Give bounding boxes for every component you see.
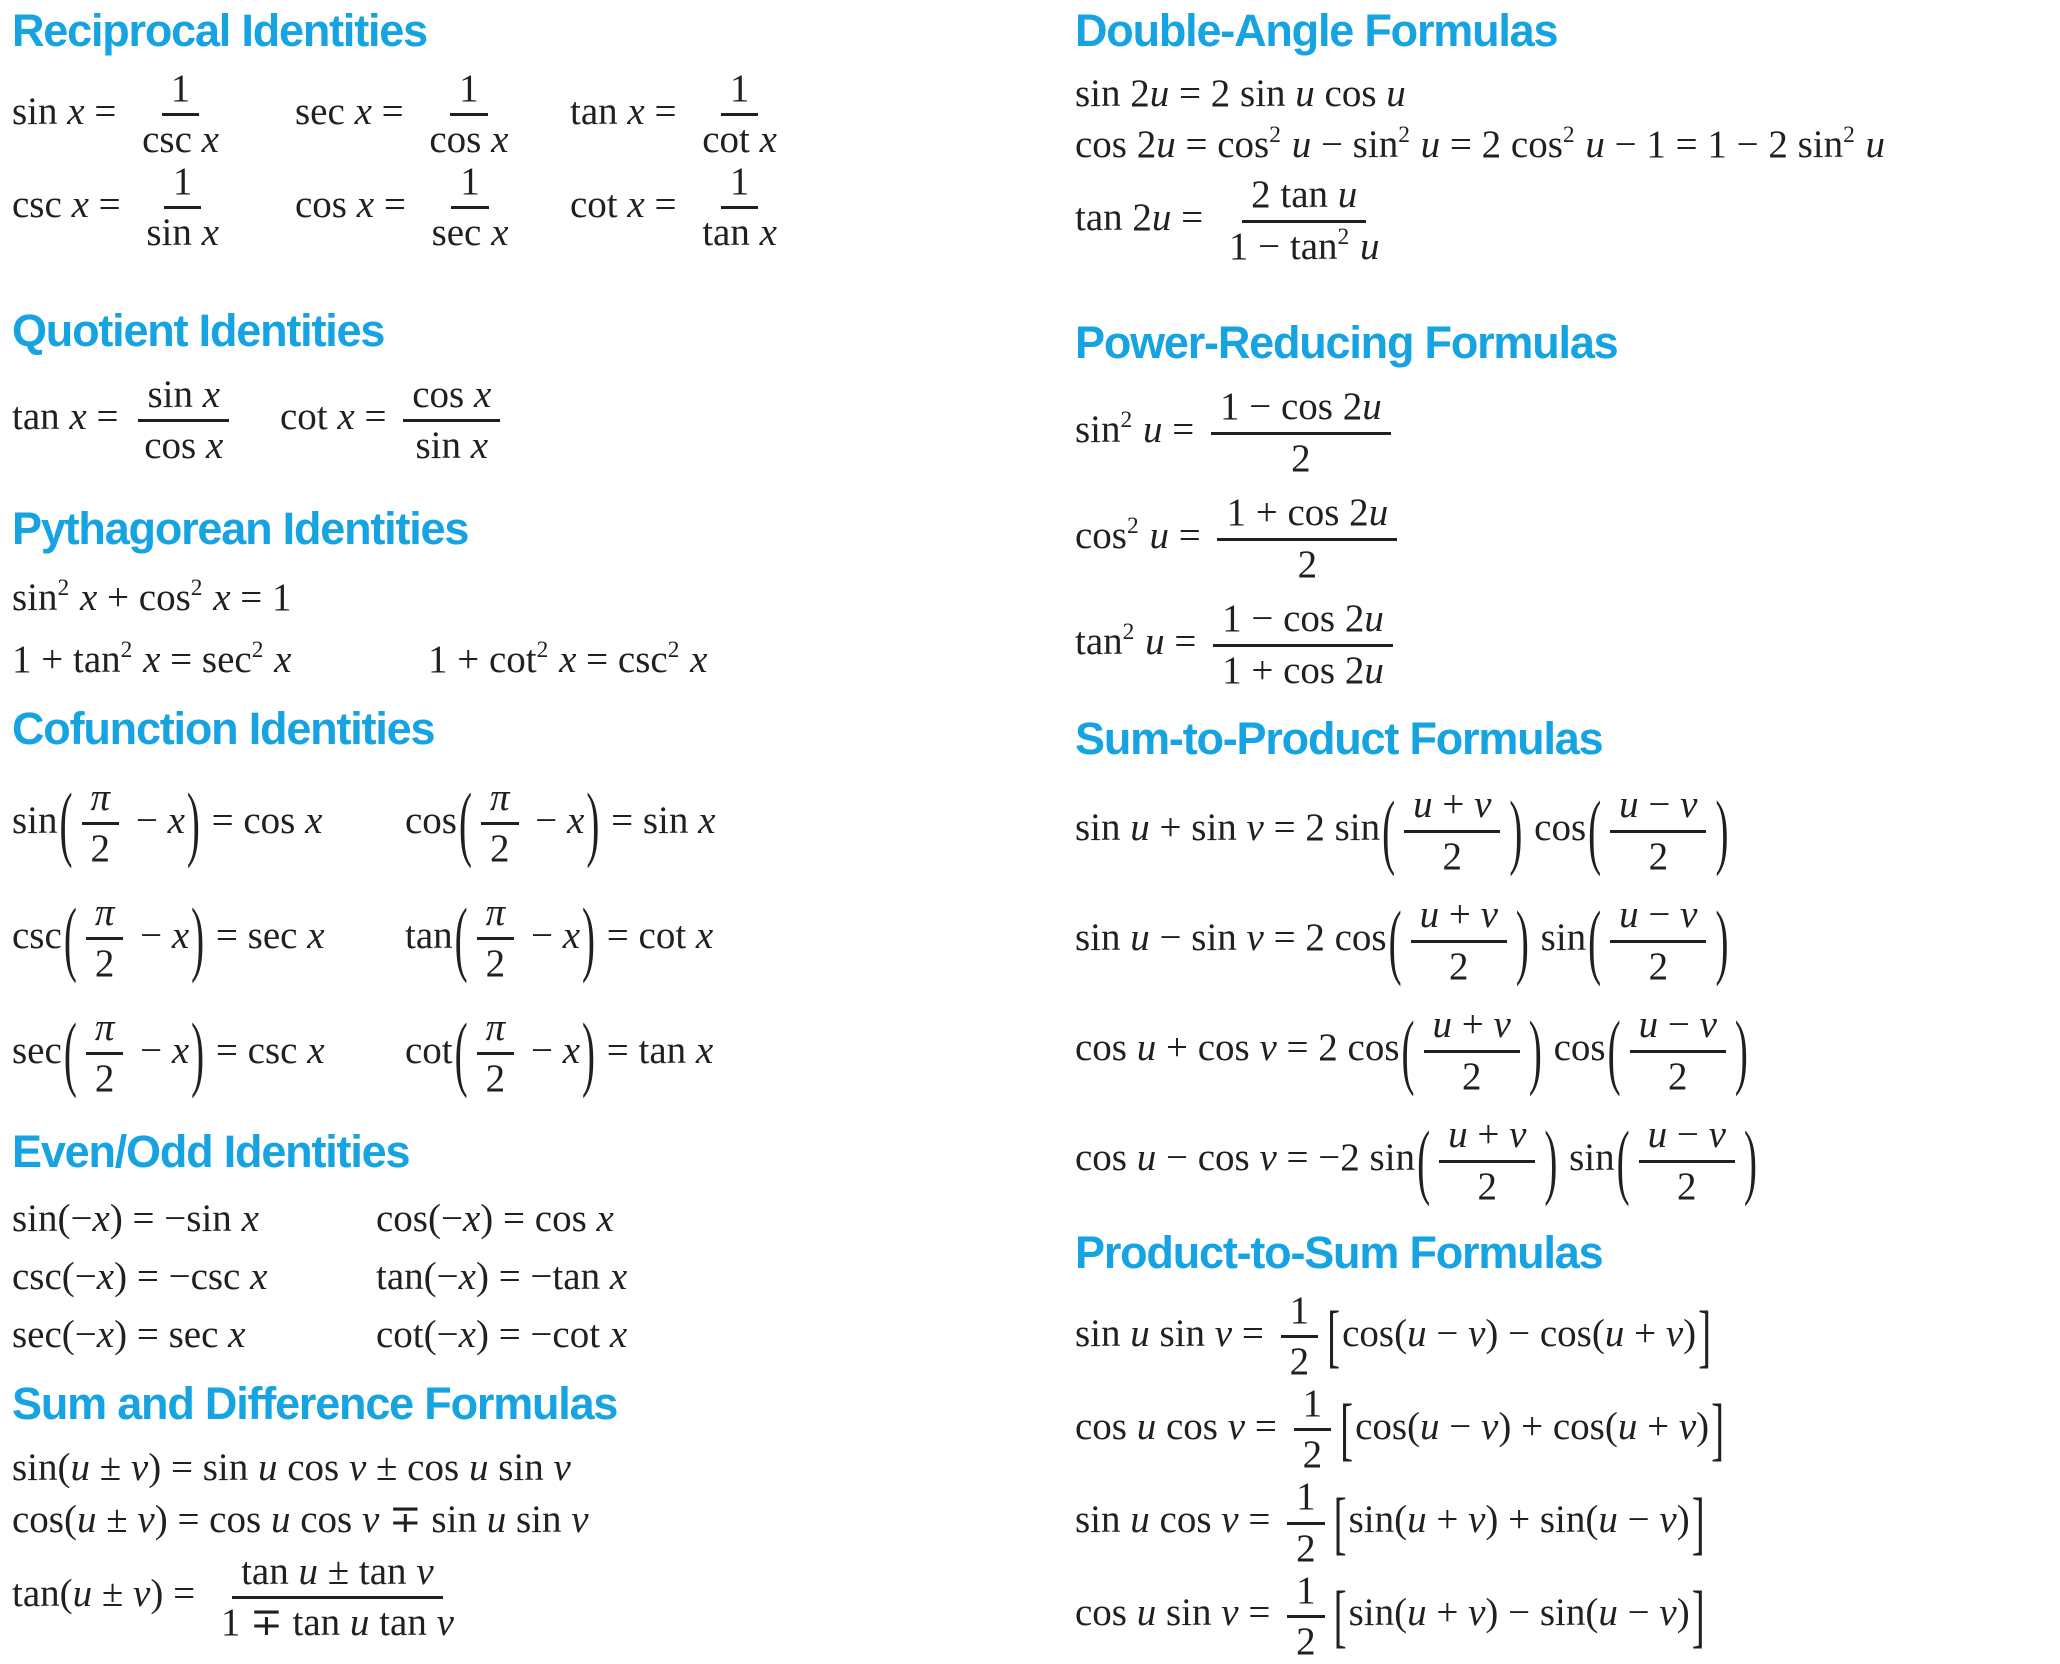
formula: cos(u ± v) = cos u cos v ∓ sin u sin v	[12, 1497, 589, 1541]
right-column	[1075, 4, 2057, 1663]
section-product-to-sum-formulas	[1075, 1226, 2057, 1663]
formula: sin u sin v = $\frac{1}{2}$ [cos(u − v) − cos(u + v)]	[1075, 1289, 1712, 1384]
superscript: 2	[1398, 122, 1410, 148]
formula: tan(−x) = −tan x	[376, 1254, 628, 1298]
formula-row	[1075, 996, 2057, 1106]
fraction: $\frac{\text{tan u ± tan v}}{\text{1 ∓ tan u tan v}}$	[220, 1549, 454, 1644]
fraction: $\frac{\pi}{2}$	[82, 777, 120, 870]
formula-row	[12, 1493, 1064, 1545]
formula-row	[1075, 68, 2057, 118]
fraction: $\frac{1}{\text{cot x}}$	[702, 67, 777, 162]
fraction: $\frac{u - v}{2}$	[1610, 784, 1706, 877]
formula-row	[12, 881, 1064, 996]
formula: sec(−x) = sec x	[12, 1312, 246, 1356]
fraction: $\frac{1}{\text{sin x}}$	[146, 160, 219, 255]
formula: $1 + \tan^2 x = \sec^2 x$	[12, 637, 292, 681]
formula-row	[1075, 486, 2057, 592]
big-paren: (	[1417, 1114, 1431, 1208]
formula-row	[12, 1441, 1064, 1493]
section-sum-and-difference-formulas	[12, 1377, 1064, 1649]
formula: tan(u ± v) = $\frac{\text{tan u ± tan v}}{\text{1 ∓ tan u tan v}}$	[12, 1551, 1064, 1644]
formula: tan( $\frac{\pi}{2}$ − x) = cot x	[405, 891, 714, 986]
formula: tan x = $\frac{1}{\text{cot x}}$	[570, 68, 1064, 161]
big-paren: (	[1616, 1114, 1630, 1208]
big-paren: )	[1734, 1004, 1748, 1098]
formula-row	[12, 68, 1064, 161]
section-reciprocal-identities	[12, 4, 1064, 254]
fraction: $\frac{1}{2}$	[1287, 1476, 1325, 1569]
superscript: 2	[536, 637, 549, 664]
fraction: $\frac{u + v}{2}$	[1424, 1004, 1520, 1097]
formula-row	[12, 1247, 1064, 1305]
big-paren: )	[582, 1007, 596, 1101]
formula-row	[1075, 1570, 2057, 1663]
fraction: $\frac{u - v}{2}$	[1610, 894, 1706, 987]
formula: cos x = $\frac{1}{\text{sec x}}$	[295, 161, 570, 254]
big-paren: (	[1588, 894, 1602, 988]
formula: $\sin^2 u$ = $\frac{1 - \cos 2u}{2}$	[1075, 386, 2057, 479]
superscript: 2	[57, 575, 70, 602]
section-cofunction-identities	[12, 702, 1064, 1111]
formula-row	[12, 566, 1064, 628]
formula: csc(−x) = −csc x	[12, 1254, 268, 1298]
superscript: 2	[1127, 513, 1139, 540]
big-paren: )	[1509, 784, 1523, 878]
big-bracket: [	[1340, 1391, 1354, 1469]
formula: sec( $\frac{\pi}{2}$ − x) = csc x	[12, 1006, 325, 1101]
formula-row	[12, 1305, 1064, 1363]
fraction: $\frac{\pi}{2}$	[477, 892, 515, 985]
section-heading: Sum and Difference Formulas	[12, 1378, 618, 1430]
formula: sec x = $\frac{1}{\text{cos x}}$	[295, 68, 570, 161]
formula: sin u + sin v = 2 sin( $\frac{u + v}{2}$ ) cos( $\frac{u - v}{2}$ )	[1075, 783, 1729, 878]
section-heading: Power-Reducing Formulas	[1075, 317, 1618, 368]
superscript: 2	[667, 637, 680, 664]
formula: $\cos^2 u$ = $\frac{1 + \cos 2u}{2}$	[1075, 492, 2057, 585]
formula: csc( $\frac{\pi}{2}$ − x) = sec x	[12, 891, 325, 986]
big-paren: )	[1743, 1114, 1757, 1208]
section-heading: Sum-to-Product Formulas	[1075, 713, 1603, 764]
big-paren: (	[63, 892, 77, 986]
superscript: 2	[251, 637, 264, 664]
big-paren: )	[1715, 784, 1729, 878]
formula: sin(−x) = −sin x	[12, 1196, 259, 1240]
fraction: $\frac{1}{\text{csc x}}$	[142, 67, 219, 162]
big-bracket: [	[1327, 1297, 1341, 1376]
big-paren: (	[454, 892, 468, 986]
formula: cos u sin v = $\frac{1}{2}$ [sin(u + v) − sin(u − v)]	[1075, 1568, 1705, 1663]
superscript: 2	[1269, 122, 1281, 148]
fraction: $\frac{\pi}{2}$	[86, 1007, 124, 1100]
fraction: $\frac{u - v}{2}$	[1639, 1114, 1735, 1207]
formula-row	[12, 628, 1064, 690]
formula-row	[1075, 886, 2057, 996]
section-quotient-identities	[12, 304, 1064, 472]
fraction: $\frac{u - v}{2}$	[1630, 1004, 1726, 1097]
formula-row	[1075, 1476, 2057, 1569]
fraction: $\frac{1}{2}$	[1281, 1290, 1319, 1383]
formula: tan x = $\frac{\text{sin x}}{\text{cos x}}$	[12, 374, 280, 467]
superscript: 2	[1843, 122, 1855, 148]
fraction: $\frac{1}{2}$	[1294, 1383, 1332, 1476]
formula-row	[12, 1545, 1064, 1649]
formula-row	[1075, 592, 2057, 698]
formula: tan 2u = $\frac{\text{2 tan u}}{1 - \tan^2 u}$	[1075, 174, 2057, 267]
formula: sin x = $\frac{1}{\text{csc x}}$	[12, 68, 295, 161]
formula-row	[12, 368, 1064, 472]
big-bracket: ]	[1691, 1484, 1705, 1562]
big-bracket: [	[1333, 1484, 1347, 1562]
section-sum-to-product-formulas	[1075, 712, 2057, 1216]
formula: sin 2u = 2 sin u cos u	[1075, 71, 1406, 115]
fraction: $\frac{1}{\text{tan x}}$	[702, 160, 777, 255]
formula: cos u − cos v = −2 sin( $\frac{u + v}{2}$ ) sin( $\frac{u - v}{2}$ )	[1075, 1113, 1757, 1208]
big-bracket: ]	[1691, 1577, 1705, 1655]
big-paren: )	[191, 1007, 205, 1101]
formula-row	[12, 996, 1064, 1111]
fraction: $\frac{\text{2 tan u}}{1 - \tan^2 u}$	[1228, 173, 1380, 268]
formula: cot(−x) = −cot x	[376, 1312, 628, 1356]
fraction: $\frac{\pi}{2}$	[86, 892, 124, 985]
big-paren: )	[1715, 894, 1729, 988]
big-bracket: [	[1333, 1577, 1347, 1655]
fraction: $\frac{1}{2}$	[1287, 1570, 1325, 1663]
fraction: $\frac{1}{\text{cos x}}$	[429, 67, 509, 162]
big-paren: (	[63, 1007, 77, 1101]
formula: $1 + \cot^2 x = \csc^2 x$	[428, 637, 708, 681]
big-paren: )	[191, 892, 205, 986]
formula: sin( $\frac{\pi}{2}$ − x) = cos x	[12, 776, 323, 871]
formula: $\tan^2 u$ = $\frac{1 - \cos 2u}{1 + \cos 2u}$	[1075, 598, 2057, 691]
section-heading: Cofunction Identities	[12, 703, 435, 755]
formula-row	[12, 1189, 1064, 1247]
section-heading: Quotient Identities	[12, 305, 385, 357]
superscript: 2	[120, 637, 133, 664]
superscript: 2	[1562, 122, 1575, 148]
fraction: $\frac{\pi}{2}$	[481, 777, 519, 870]
big-paren: (	[59, 777, 73, 871]
section-heading: Pythagorean Identities	[12, 503, 469, 555]
section-even-odd-identities	[12, 1125, 1064, 1363]
formula-row	[1075, 1106, 2057, 1216]
formula: cos( $\frac{\pi}{2}$ − x) = sin x	[405, 776, 716, 871]
formula: cos u cos v = $\frac{1}{2}$ [cos(u − v) + cos(u + v)]	[1075, 1382, 1725, 1477]
fraction: $\frac{\text{cos x}}{\text{sin x}}$	[403, 374, 500, 467]
big-paren: )	[582, 892, 596, 986]
big-paren: )	[186, 777, 200, 871]
formula-row	[12, 161, 1064, 254]
big-paren: )	[586, 777, 600, 871]
formula: cot x = $\frac{1}{\text{tan x}}$	[570, 161, 1064, 254]
fraction: $\frac{u + v}{2}$	[1404, 784, 1500, 877]
section-pythagorean-identities	[12, 502, 1064, 690]
section-heading: Double-Angle Formulas	[1075, 5, 1558, 56]
big-paren: (	[1388, 894, 1402, 988]
formula-row	[1075, 776, 2057, 886]
big-paren: (	[1607, 1004, 1621, 1098]
big-paren: (	[1588, 784, 1602, 878]
section-heading: Product-to-Sum Formulas	[1075, 1227, 1603, 1278]
big-paren: (	[459, 777, 472, 871]
formula: sin u − sin v = 2 cos( $\frac{u + v}{2}$ ) sin( $\frac{u - v}{2}$ )	[1075, 893, 1729, 988]
formula: cos(−x) = cos x	[376, 1196, 614, 1240]
fraction: $\frac{1 + \cos 2u}{2}$	[1217, 492, 1397, 585]
section-heading: Even/Odd Identities	[12, 1126, 410, 1178]
fraction: $\frac{\pi}{2}$	[477, 1007, 515, 1100]
formula-row	[12, 766, 1064, 881]
big-paren: (	[1382, 784, 1396, 878]
formula: $\sin^2 x + \cos^2 x = 1$	[12, 575, 292, 619]
formula: csc x = $\frac{1}{\text{sin x}}$	[12, 161, 295, 254]
fraction: $\frac{1 - \cos 2u}{1 + \cos 2u}$	[1213, 598, 1393, 691]
formula-row	[1075, 170, 2057, 272]
formula-row	[1075, 1290, 2057, 1383]
formula: $\cos 2u = \cos^2 u - \sin^2 u = 2$ $\cos^2 u - 1 = 1 - 2$ $\sin^2 u$	[1075, 122, 1886, 166]
big-paren: )	[1515, 894, 1529, 988]
fraction: $\frac{u + v}{2}$	[1439, 1114, 1535, 1207]
big-paren: (	[454, 1007, 468, 1101]
superscript: 2	[190, 575, 203, 602]
section-power-reducing-formulas	[1075, 316, 2057, 698]
big-bracket: ]	[1698, 1297, 1712, 1376]
formula-row	[1075, 118, 2057, 170]
formula-row	[1075, 1383, 2057, 1476]
fraction: $\frac{u + v}{2}$	[1411, 894, 1507, 987]
formula: sin u cos v = $\frac{1}{2}$ [sin(u + v) + sin(u − v)]	[1075, 1475, 1705, 1570]
superscript: 2	[1337, 224, 1350, 250]
big-paren: (	[1401, 1004, 1415, 1098]
big-paren: )	[1544, 1114, 1558, 1208]
section-heading: Reciprocal Identities	[12, 5, 427, 56]
formula: cos u + cos v = 2 cos( $\frac{u + v}{2}$ ) cos( $\frac{u - v}{2}$ )	[1075, 1003, 1748, 1098]
superscript: 2	[1120, 407, 1133, 434]
formula: cot x = $\frac{\text{cos x}}{\text{sin x}}$	[280, 374, 1064, 467]
big-paren: )	[1528, 1004, 1542, 1098]
formula: sin(u ± v) = sin u cos v ± cos u sin v	[12, 1445, 571, 1489]
formula: cot( $\frac{\pi}{2}$ − x) = tan x	[405, 1006, 714, 1101]
section-double-angle-formulas	[1075, 4, 2057, 272]
formula-row	[1075, 380, 2057, 486]
big-bracket: ]	[1711, 1391, 1725, 1469]
left-column	[12, 4, 1064, 1649]
fraction: $\frac{1}{\text{sec x}}$	[431, 160, 509, 255]
fraction: $\frac{\text{sin x}}{\text{cos x}}$	[135, 374, 232, 467]
superscript: 2	[1122, 619, 1135, 646]
fraction: $\frac{1 - \cos 2u}{2}$	[1211, 386, 1391, 479]
